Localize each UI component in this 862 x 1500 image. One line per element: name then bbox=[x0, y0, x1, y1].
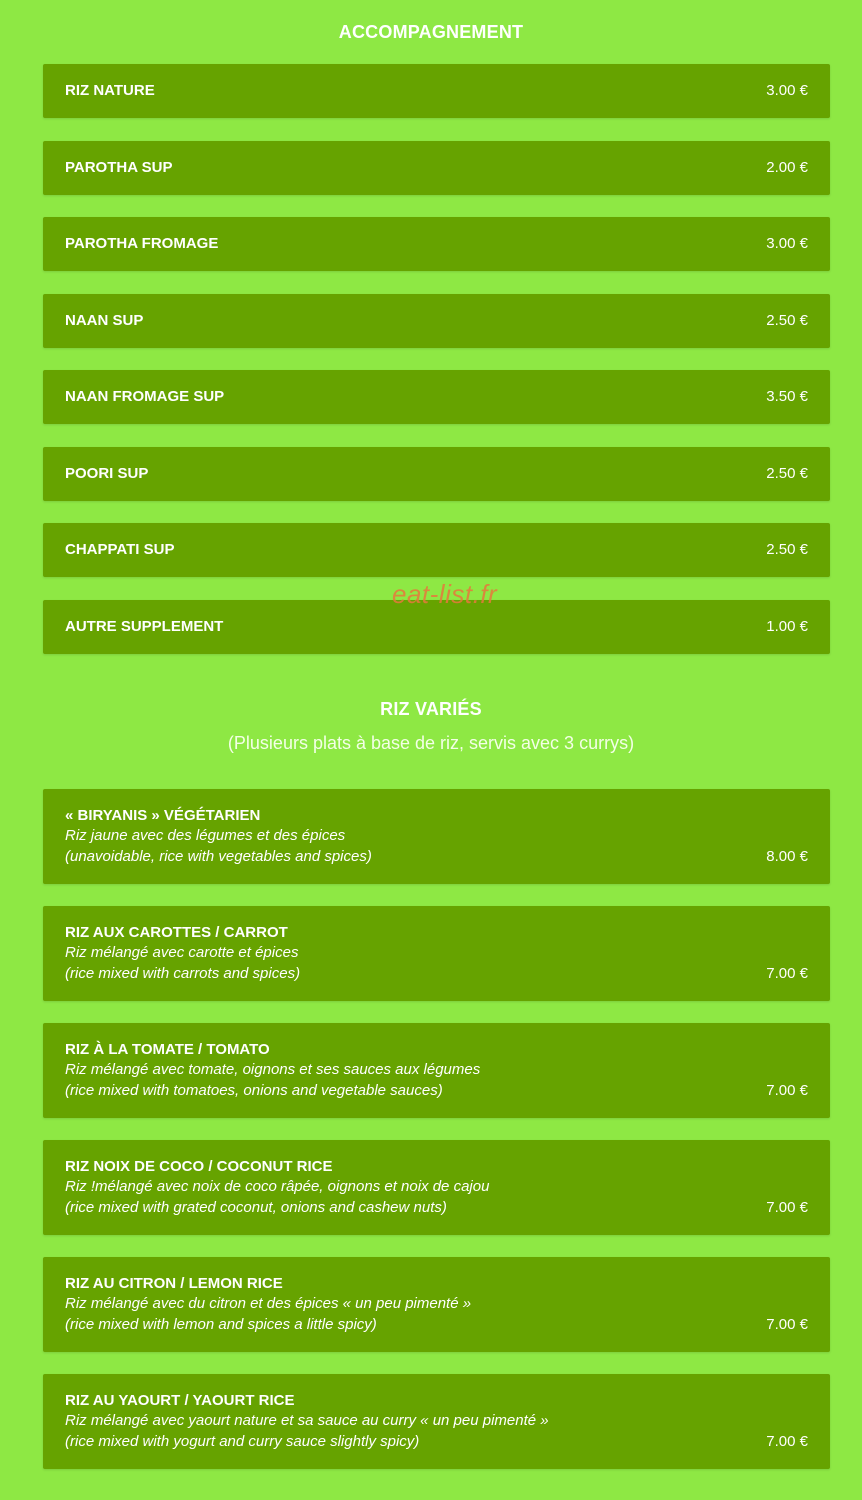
item-price: 7.00 € bbox=[766, 1316, 808, 1333]
item-price: 8.00 € bbox=[766, 848, 808, 865]
item-price: 2.50 € bbox=[766, 541, 808, 558]
item-description-fr: Riz mélangé avec yaourt nature et sa sauce au curry « un peu pimenté » bbox=[65, 1412, 549, 1429]
menu-item-row bbox=[43, 1140, 830, 1235]
section-title-riz-varies: RIZ VARIÉS bbox=[380, 699, 482, 719]
menu-item-row bbox=[43, 141, 830, 195]
item-price: 3.00 € bbox=[766, 82, 808, 99]
item-name: « BIRYANIS » VÉGÉTARIEN bbox=[65, 807, 261, 824]
section-subtitle-riz-varies: (Plusieurs plats à base de riz, servis avec 3 currys) bbox=[227, 733, 635, 753]
item-price: 7.00 € bbox=[766, 1199, 808, 1216]
item-description-fr: Riz mélangé avec du citron et des épices « un peu pimenté » bbox=[65, 1295, 472, 1312]
item-name: PAROTHA FROMAGE bbox=[65, 235, 219, 252]
item-name: AUTRE SUPPLEMENT bbox=[65, 618, 224, 635]
item-description-en: (rice mixed with grated coconut, onions and cashew nuts) bbox=[65, 1199, 447, 1216]
item-price: 3.50 € bbox=[766, 388, 808, 405]
item-description-fr: Riz mélangé avec tomate, oignons et ses sauces aux légumes bbox=[65, 1061, 481, 1078]
section-title-accompagnement: ACCOMPAGNEMENT bbox=[338, 22, 524, 42]
menu-item-row bbox=[43, 1257, 830, 1352]
menu-item-row bbox=[43, 523, 830, 577]
item-description-fr: Riz mélangé avec carotte et épices bbox=[65, 944, 299, 961]
menu-item-row bbox=[43, 447, 830, 501]
item-price: 2.00 € bbox=[766, 159, 808, 176]
item-description-en: (rice mixed with lemon and spices a little spicy) bbox=[65, 1316, 377, 1333]
item-price: 1.00 € bbox=[766, 618, 808, 635]
item-description-en: (unavoidable, rice with vegetables and spices) bbox=[65, 848, 372, 865]
item-name: NAAN FROMAGE SUP bbox=[65, 388, 225, 405]
item-name: PAROTHA SUP bbox=[65, 159, 173, 176]
menu-item-row bbox=[43, 370, 830, 424]
item-description-fr: Riz !mélangé avec noix de coco râpée, oignons et noix de cajou bbox=[65, 1178, 490, 1195]
menu-item-row bbox=[43, 789, 830, 884]
item-description-fr: Riz jaune avec des légumes et des épices bbox=[65, 827, 346, 844]
item-price: 3.00 € bbox=[766, 235, 808, 252]
item-description-en: (rice mixed with carrots and spices) bbox=[65, 965, 301, 982]
menu-item-row bbox=[43, 217, 830, 271]
item-price: 7.00 € bbox=[766, 1433, 808, 1450]
item-name: NAAN SUP bbox=[65, 312, 144, 329]
menu-item-row bbox=[43, 64, 830, 118]
item-name: POORI SUP bbox=[65, 465, 149, 482]
item-price: 7.00 € bbox=[766, 1082, 808, 1099]
item-name: RIZ NOIX DE COCO / COCONUT RICE bbox=[65, 1158, 333, 1175]
item-price: 7.00 € bbox=[766, 965, 808, 982]
menu-item-row bbox=[43, 906, 830, 1001]
item-name: RIZ AU CITRON / LEMON RICE bbox=[65, 1275, 283, 1292]
item-name: RIZ AU YAOURT / YAOURT RICE bbox=[65, 1392, 295, 1409]
item-description-en: (rice mixed with yogurt and curry sauce slightly spicy) bbox=[65, 1433, 420, 1450]
item-price: 2.50 € bbox=[766, 312, 808, 329]
item-description-en: (rice mixed with tomatoes, onions and vegetable sauces) bbox=[65, 1082, 443, 1099]
item-price: 2.50 € bbox=[766, 465, 808, 482]
item-name: RIZ NATURE bbox=[65, 82, 155, 99]
item-name: RIZ AUX CAROTTES / CARROT bbox=[65, 924, 288, 941]
menu-item-row bbox=[43, 294, 830, 348]
item-name: RIZ À LA TOMATE / TOMATO bbox=[65, 1041, 270, 1058]
menu-item-row bbox=[43, 1374, 830, 1469]
menu-item-row bbox=[43, 1023, 830, 1118]
watermark-text: eat-list.fr bbox=[392, 579, 498, 609]
item-name: CHAPPATI SUP bbox=[65, 541, 175, 558]
